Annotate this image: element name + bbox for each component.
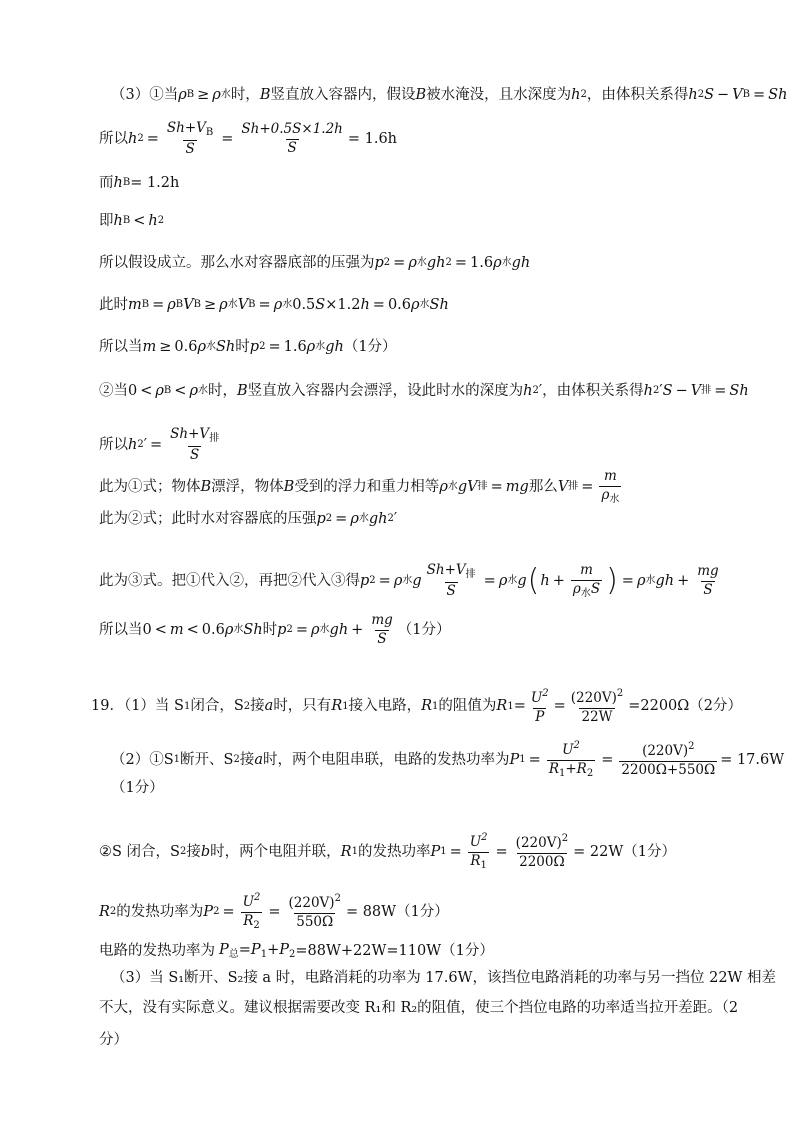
q19-line-5: R 2 的发热功率为 P 2 = $\frac{U^2}{R_2}$ = $\frac{(220V)^2}{550\Omega}$ = 88W（1分） [99, 892, 449, 931]
q19-line-7: （3）当 S₁断开、S₂接 a 时，电路消耗的功率为 17.6W，该挡位电路消耗的功率与另一挡位 22W 相差 [111, 970, 777, 986]
q19-line-3: （1分） [111, 780, 164, 796]
s3-line-11: 此为②式；此时水对容器底的压强 p 2 = ρ 水 gh 2 ′ [99, 511, 398, 527]
fraction: m $\rho_水$ [601, 468, 620, 505]
fraction: m $\rho_水S$ [572, 562, 601, 599]
q19-line-4: ②S 闭合，S 2 接 b 时，两个电阻并联， R 1 的发热功率 P 1 = $\frac{U^2}{R_1}$ = $\frac{(220V)^2}{2200\Omega}$ = 22W（1分） [99, 832, 676, 871]
fraction: $\frac{(220V)^2}{2200\Omega+550\Omega}$ [621, 741, 716, 778]
fraction: $\frac{mg}{S}$ [697, 563, 719, 598]
fraction: $\frac{mg}{S}$ [371, 612, 393, 647]
fraction: $\frac{Sh+0.5S\times 1.2h}{S}$ [241, 121, 343, 156]
q19-line-9: 分） [99, 1032, 128, 1048]
fraction: $\frac{(220V)^2}{22W}$ [570, 688, 624, 725]
s3-line-2: 所以 h 2 = $\frac{Sh+V_B}{S}$ = $\frac{Sh+0.5S\times 1.2h}{S}$ = 1.6h [99, 120, 398, 157]
fraction: $\frac{(220V)^2}{2200\Omega}$ [515, 833, 569, 870]
fraction: $Sh+V_排$ S [170, 426, 220, 463]
s3-line-4: 即 h B < h 2 [99, 213, 165, 229]
s3-line-10: 此为①式；物体 B 漂浮，物体 B 受到的浮力和重力相等 ρ 水 gV 排 = mg 那么 V 排 = m $\rho_水$ [99, 468, 620, 505]
q19-line-8: 不大，没有实际意义。建议根据需要改变 R₁和 R₂的阻值，使三个挡位电路的功率适当拉开差距。（2 [99, 1000, 739, 1016]
s3-line-7: 所以当 m ≥ 0.6 ρ 水 Sh 时 p 2 = 1.6 ρ 水 gh （1分） [99, 339, 397, 355]
q19-line-2: （2）①S 1 断开、S 2 接 a 时，两个电阻串联，电路的发热功率为 P 1 = $\frac{U^2}{R_1+R_2}$ = $\frac{(220V)^2}{2200\Omega+550\Omega}$ = 17.6W [111, 740, 785, 779]
s3-line-9: 所以 h 2 ′ = $Sh+V_排$ S [99, 426, 220, 463]
fraction: $\frac{U^2}{R_2}$ [242, 892, 261, 931]
fraction: $Sh+V_排$ S [426, 562, 476, 599]
q19-line-6: 电路的发热功率为 $P_总=P_1+P_2$ =88W+22W=110W（1分） [99, 942, 494, 960]
fraction: $\frac{U^2}{R_1}$ [469, 832, 488, 871]
s3-line-1: （3）①当 ρ B ≥ ρ 水 时， B 竖直放入容器内，假设 B 被水淹没，且水深度为 h 2 ，由体积关系得 h 2 S − V B = Sh [111, 87, 788, 103]
q19-line-1: 19．（1）当 S 1 闭合，S 2 接 a 时，只有 R 1 接入电路， R 1 的阻值为 R 1 = $U^2$ P = $\frac{(220V)^2}{22W}$ =2200Ω（2分） [91, 688, 743, 725]
fraction: $U^2$ P [530, 688, 549, 725]
s3-line-6: 此时 m B = ρ B V B ≥ ρ 水 V B = ρ 水 0.5 S ×1.2 h = 0.6 ρ 水 Sh [99, 297, 449, 313]
fraction: $\frac{U^2}{R_1+R_2}$ [548, 740, 594, 779]
s3-line-12: 此为③式。把①代入②，再把②代入③得 p 2 = ρ 水 g $Sh+V_排$ S = ρ 水 g ( h + m $\rho_水S$ ) = ρ 水 gh + $\frac{mg}{S}$ [99, 562, 719, 599]
s3-line-5: 所以假设成立。那么水对容器底部的压强为 p 2 = ρ 水 gh 2 = 1.6 ρ 水 gh [99, 255, 531, 271]
fraction: $\frac{Sh+V_B}{S}$ [166, 120, 214, 157]
s3-line-13: 所以当 0 < m < 0.6 ρ 水 Sh 时 p 2 = ρ 水 gh + $\frac{mg}{S}$ （1分） [99, 612, 451, 647]
s3-line-3: 而 h B = 1.2h [99, 175, 180, 191]
s3-line-8: ②当 0 < ρ B < ρ 水 时， B 竖直放入容器内会漂浮，设此时水的深度为 h 2 ′ ，由体积关系得 h 2 ′ S − V 排 = Sh [99, 383, 749, 399]
fraction: $\frac{(220V)^2}{550\Omega}$ [288, 893, 341, 930]
